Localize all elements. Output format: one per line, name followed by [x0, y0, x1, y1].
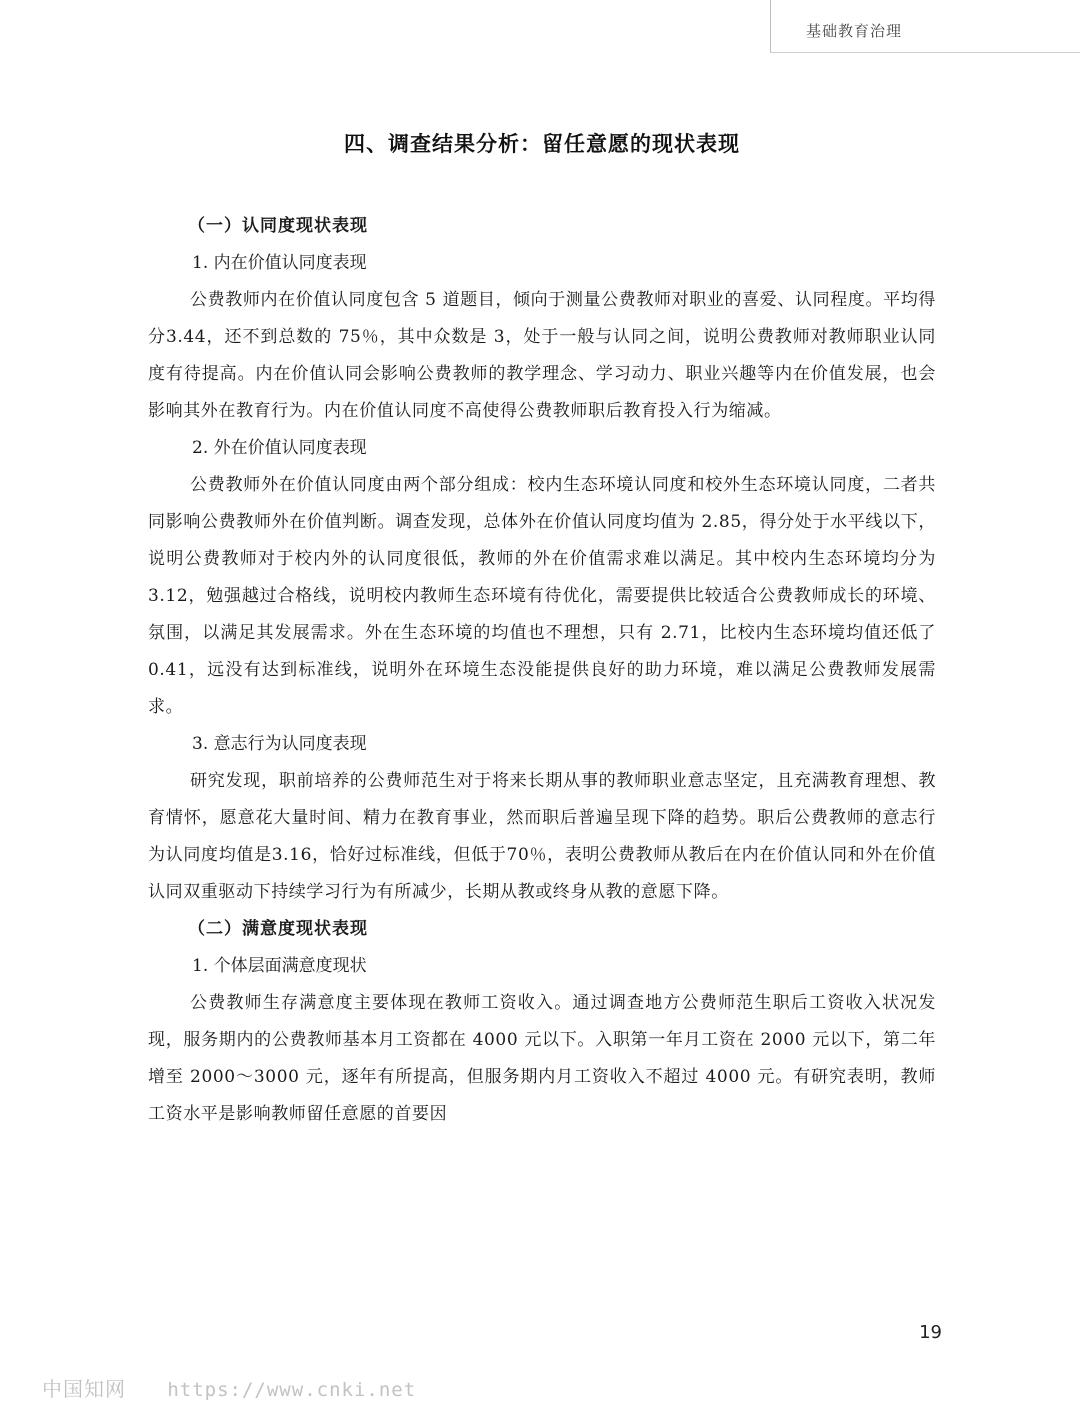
item-heading-intrinsic-value: 1. 内在价值认同度表现: [192, 253, 367, 273]
item-heading-volitional-behavior: 3. 意志行为认同度表现: [192, 734, 367, 754]
header-vertical-rule: [770, 0, 771, 52]
watermark-url: https://www.cnki.net: [167, 1379, 417, 1401]
paragraph-volitional-behavior: 研究发现，职前培养的公费师范生对于将来长期从事的教师职业意志坚定，且充满教育理想、教育情怀，愿意花大量时间、精力在教育事业，然而职后普遍呈现下降的趋势。职后公费教师的意志行为认同度均值是3.16，恰好过标准线，但低于70％，表明公费教师从教后在内在价值认同和外在价值认同双重驱动下持续学习行为有所减少，长期从教或终身从教的意愿下降。: [148, 771, 936, 902]
article-body: [148, 128, 936, 1133]
running-header: 基础教育治理: [805, 22, 902, 40]
paragraph-individual-satisfaction: 公费教师生存满意度主要体现在教师工资收入。通过调查地方公费师范生职后工资收入状况发现，服务期内的公费教师基本月工资都在 4000 元以下。入职第一年月工资在 2000 元以下，第二年增至 2000～3000 元，逐年有所提高，但服务期内月工资收入不超过 4000 元。有研究表明，教师工资水平是影响教师留任意愿的首要因: [148, 993, 936, 1124]
watermark: [42, 1373, 416, 1402]
paragraph-extrinsic-value: 公费教师外在价值认同度由两个部分组成：校内生态环境认同度和校外生态环境认同度，二者共同影响公费教师外在价值判断。调查发现，总体外在价值认同度均值为 2.85，得分处于水平线以下，说明公费教师对于校内外的认同度很低，教师的外在价值需求难以满足。其中校内生态环境均分为 3.12，勉强越过合格线，说明校内教师生态环境有待优化，需要提供比较适合公费教师成长的环境、氛围，以满足其发展需求。外在生态环境的均值也不理想，只有 2.71，比校内生态环境均值还低了 0.41，远没有达到标准线，说明外在环境生态没能提供良好的助力环境，难以满足公费教师发展需求。: [148, 475, 936, 717]
item-heading-extrinsic-value: 2. 外在价值认同度表现: [192, 438, 367, 458]
header-horizontal-rule: [770, 52, 1080, 53]
item-heading-individual-satisfaction: 1. 个体层面满意度现状: [192, 956, 367, 976]
section-title: 四、调查结果分析：留任意愿的现状表现: [344, 132, 740, 156]
watermark-site-name: 中国知网: [42, 1377, 126, 1401]
page-number: 19: [919, 1322, 942, 1343]
subsection-heading-satisfaction: （二）满意度现状表现: [188, 919, 368, 939]
subsection-heading-recognition: （一）认同度现状表现: [188, 216, 368, 236]
paragraph-intrinsic-value: 公费教师内在价值认同度包含 5 道题目，倾向于测量公费教师对职业的喜爱、认同程度。平均得分3.44，还不到总数的 75％，其中众数是 3，处于一般与认同之间，说明公费教师对教师职业认同度有待提高。内在价值认同会影响公费教师的教学理念、学习动力、职业兴趣等内在价值发展，也会影响其外在教育行为。内在价值认同度不高使得公费教师职后教育投入行为缩减。: [148, 290, 936, 421]
